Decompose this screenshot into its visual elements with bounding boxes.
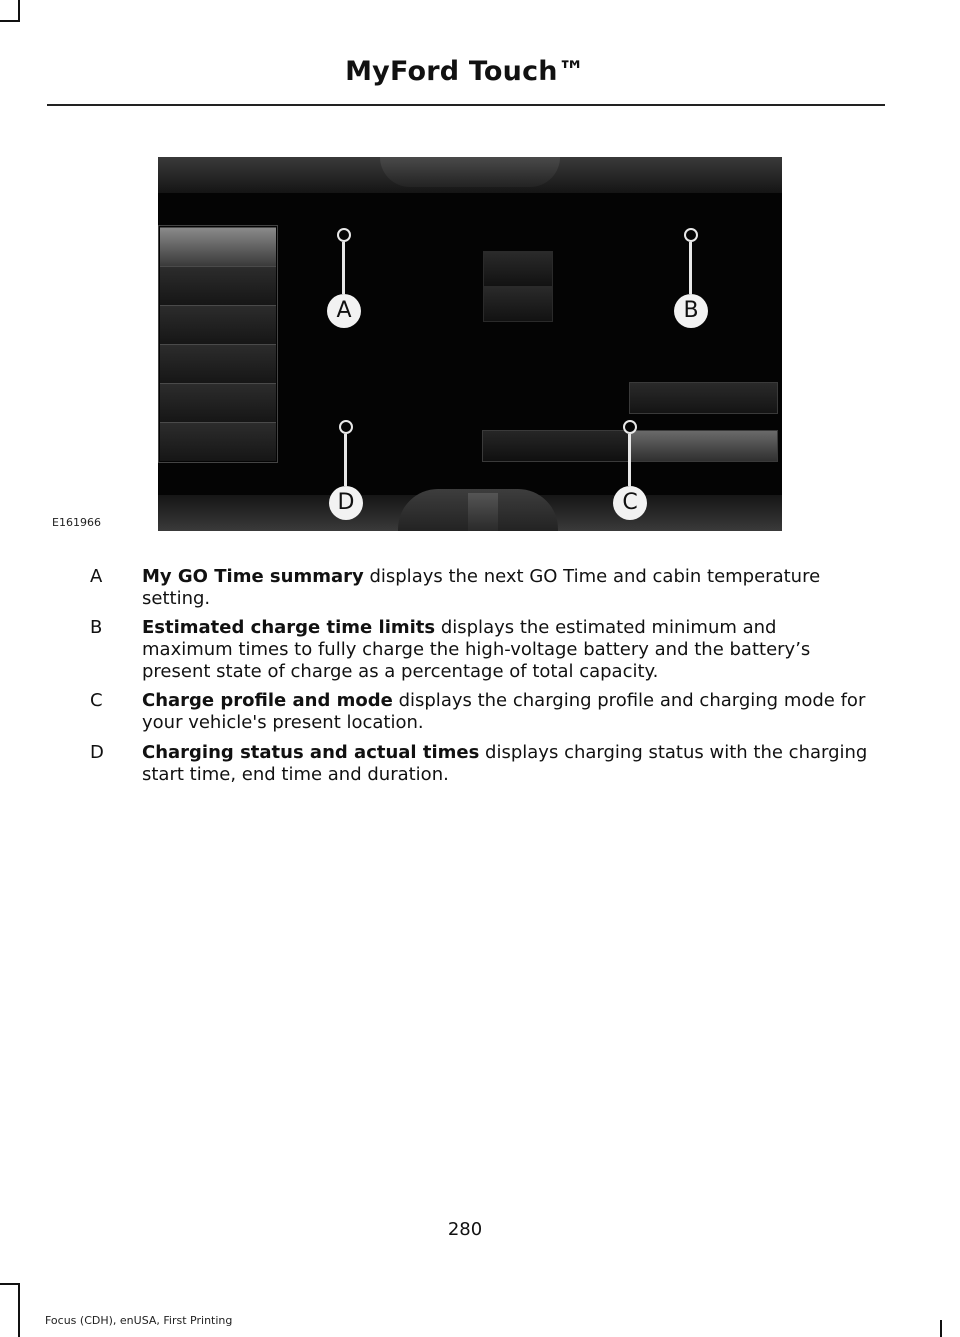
callout-d-label: D [329,486,363,520]
center-panel [483,251,553,287]
center-panel [483,286,553,322]
crop-mark [0,1283,20,1285]
description-term: My GO Time summary [142,566,364,587]
crop-mark [0,20,20,22]
description-body [142,617,872,683]
description-body [142,566,872,610]
callout-d-line [344,434,347,486]
right-panel [629,382,778,414]
callout-d-dot [339,420,353,434]
callout-a-label: A [327,294,361,328]
status-bar-highlight [630,430,778,462]
side-menu-button [160,227,276,266]
callout-b-dot [684,228,698,242]
screen-top-bar-center [380,157,560,187]
description-text: displays charging status with the charging start time, end time and duration. [142,742,868,785]
page-number: 280 [447,1219,483,1240]
description-term: Estimated charge time limits [142,617,436,638]
side-menu-button [160,383,276,422]
figure-code: E161966 [52,516,101,529]
callout-c-dot [623,420,637,434]
crop-mark [18,1283,20,1337]
description-body [142,742,872,786]
edition-footer: Focus (CDH), enUSA, First Printing [45,1314,233,1327]
description-text: displays the next GO Time and cabin temperature setting. [142,566,821,609]
side-menu-button [160,422,276,461]
callout-b-label: B [674,294,708,328]
side-menu-button [160,266,276,305]
crop-mark [18,0,20,22]
page-title: MyFord Touch™ [345,56,585,87]
callout-a-dot [337,228,351,242]
description-text: displays the charging profile and charging mode for your vehicle's present location. [142,690,866,733]
callout-a-line [342,242,345,294]
description-letter: D [90,742,104,763]
description-letter: A [90,566,103,587]
description-term: Charging status and actual times [142,742,480,763]
screen-bottom-knob [468,493,498,531]
callout-b-line [689,242,692,294]
screen-illustration [158,157,782,531]
title-rule [47,104,885,106]
crop-mark [940,1320,942,1337]
description-term: Charge profile and mode [142,690,393,711]
description-letter: B [90,617,103,638]
description-body [142,690,872,734]
description-text: displays the estimated minimum and maximum times to fully charge the high-voltage battery and the battery’s present state of charge as a percentage of total capacity. [142,617,811,682]
callout-c-line [628,434,631,486]
description-letter: C [90,690,103,711]
callout-c-label: C [613,486,647,520]
side-menu-button [160,344,276,383]
side-menu-button [160,305,276,344]
